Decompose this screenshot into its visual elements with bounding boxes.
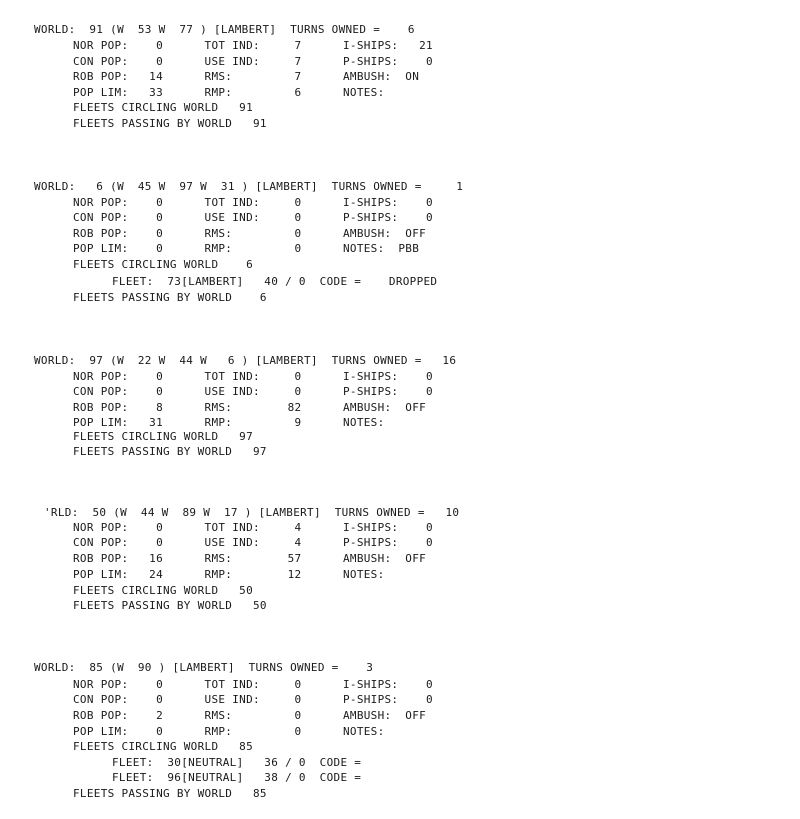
stat-row: CON POP: 0 USE IND: 7 P-SHIPS: 0 (73, 55, 433, 68)
world-header: WORLD: 6 (W 45 W 97 W 31 ) [LAMBERT] TURNS OWNED = 1 (34, 180, 464, 193)
stat-row: CON POP: 0 USE IND: 4 P-SHIPS: 0 (73, 536, 433, 549)
stat-row: POP LIM: 31 RMP: 9 NOTES: (73, 416, 385, 429)
fleet-line: FLEET: 30[NEUTRAL] 36 / 0 CODE = (112, 756, 362, 769)
stat-row: NOR POP: 0 TOT IND: 0 I-SHIPS: 0 (73, 196, 433, 209)
stat-row: CON POP: 0 USE IND: 0 P-SHIPS: 0 (73, 693, 433, 706)
stat-row: POP LIM: 0 RMP: 0 NOTES: (73, 725, 385, 738)
fleets-passing: FLEETS PASSING BY WORLD 85 (73, 787, 267, 800)
stat-row: POP LIM: 0 RMP: 0 NOTES: PBB (73, 242, 420, 255)
fleet-line: FLEET: 96[NEUTRAL] 38 / 0 CODE = (112, 771, 362, 784)
stat-row: NOR POP: 0 TOT IND: 4 I-SHIPS: 0 (73, 521, 433, 534)
fleets-circling: FLEETS CIRCLING WORLD 85 (73, 740, 253, 753)
stat-row: NOR POP: 0 TOT IND: 0 I-SHIPS: 0 (73, 370, 433, 383)
world-header: WORLD: 85 (W 90 ) [LAMBERT] TURNS OWNED = 3 (34, 661, 374, 674)
world-header: WORLD: 97 (W 22 W 44 W 6 ) [LAMBERT] TURNS OWNED = 16 (34, 354, 457, 367)
stat-row: POP LIM: 24 RMP: 12 NOTES: (73, 568, 385, 581)
stat-row: CON POP: 0 USE IND: 0 P-SHIPS: 0 (73, 211, 433, 224)
stat-row: ROB POP: 14 RMS: 7 AMBUSH: ON (73, 70, 420, 83)
world-header: 'RLD: 50 (W 44 W 89 W 17 ) [LAMBERT] TURNS OWNED = 10 (44, 506, 460, 519)
fleets-passing: FLEETS PASSING BY WORLD 91 (73, 117, 267, 130)
stat-row: ROB POP: 2 RMS: 0 AMBUSH: OFF (73, 709, 427, 722)
stat-row: ROB POP: 16 RMS: 57 AMBUSH: OFF (73, 552, 427, 565)
fleets-passing: FLEETS PASSING BY WORLD 6 (73, 291, 267, 304)
world-header: WORLD: 91 (W 53 W 77 ) [LAMBERT] TURNS OWNED = 6 (34, 23, 415, 36)
fleets-circling: FLEETS CIRCLING WORLD 50 (73, 584, 253, 597)
stat-row: CON POP: 0 USE IND: 0 P-SHIPS: 0 (73, 385, 433, 398)
stat-row: NOR POP: 0 TOT IND: 7 I-SHIPS: 21 (73, 39, 433, 52)
fleets-passing: FLEETS PASSING BY WORLD 50 (73, 599, 267, 612)
stat-row: ROB POP: 8 RMS: 82 AMBUSH: OFF (73, 401, 427, 414)
fleets-circling: FLEETS CIRCLING WORLD 97 (73, 430, 253, 443)
fleets-passing: FLEETS PASSING BY WORLD 97 (73, 445, 267, 458)
fleet-line: FLEET: 73[LAMBERT] 40 / 0 CODE = DROPPED (112, 275, 438, 288)
stat-row: NOR POP: 0 TOT IND: 0 I-SHIPS: 0 (73, 678, 433, 691)
stat-row: POP LIM: 33 RMP: 6 NOTES: (73, 86, 385, 99)
fleets-circling: FLEETS CIRCLING WORLD 91 (73, 101, 253, 114)
stat-row: ROB POP: 0 RMS: 0 AMBUSH: OFF (73, 227, 427, 240)
fleets-circling: FLEETS CIRCLING WORLD 6 (73, 258, 253, 271)
